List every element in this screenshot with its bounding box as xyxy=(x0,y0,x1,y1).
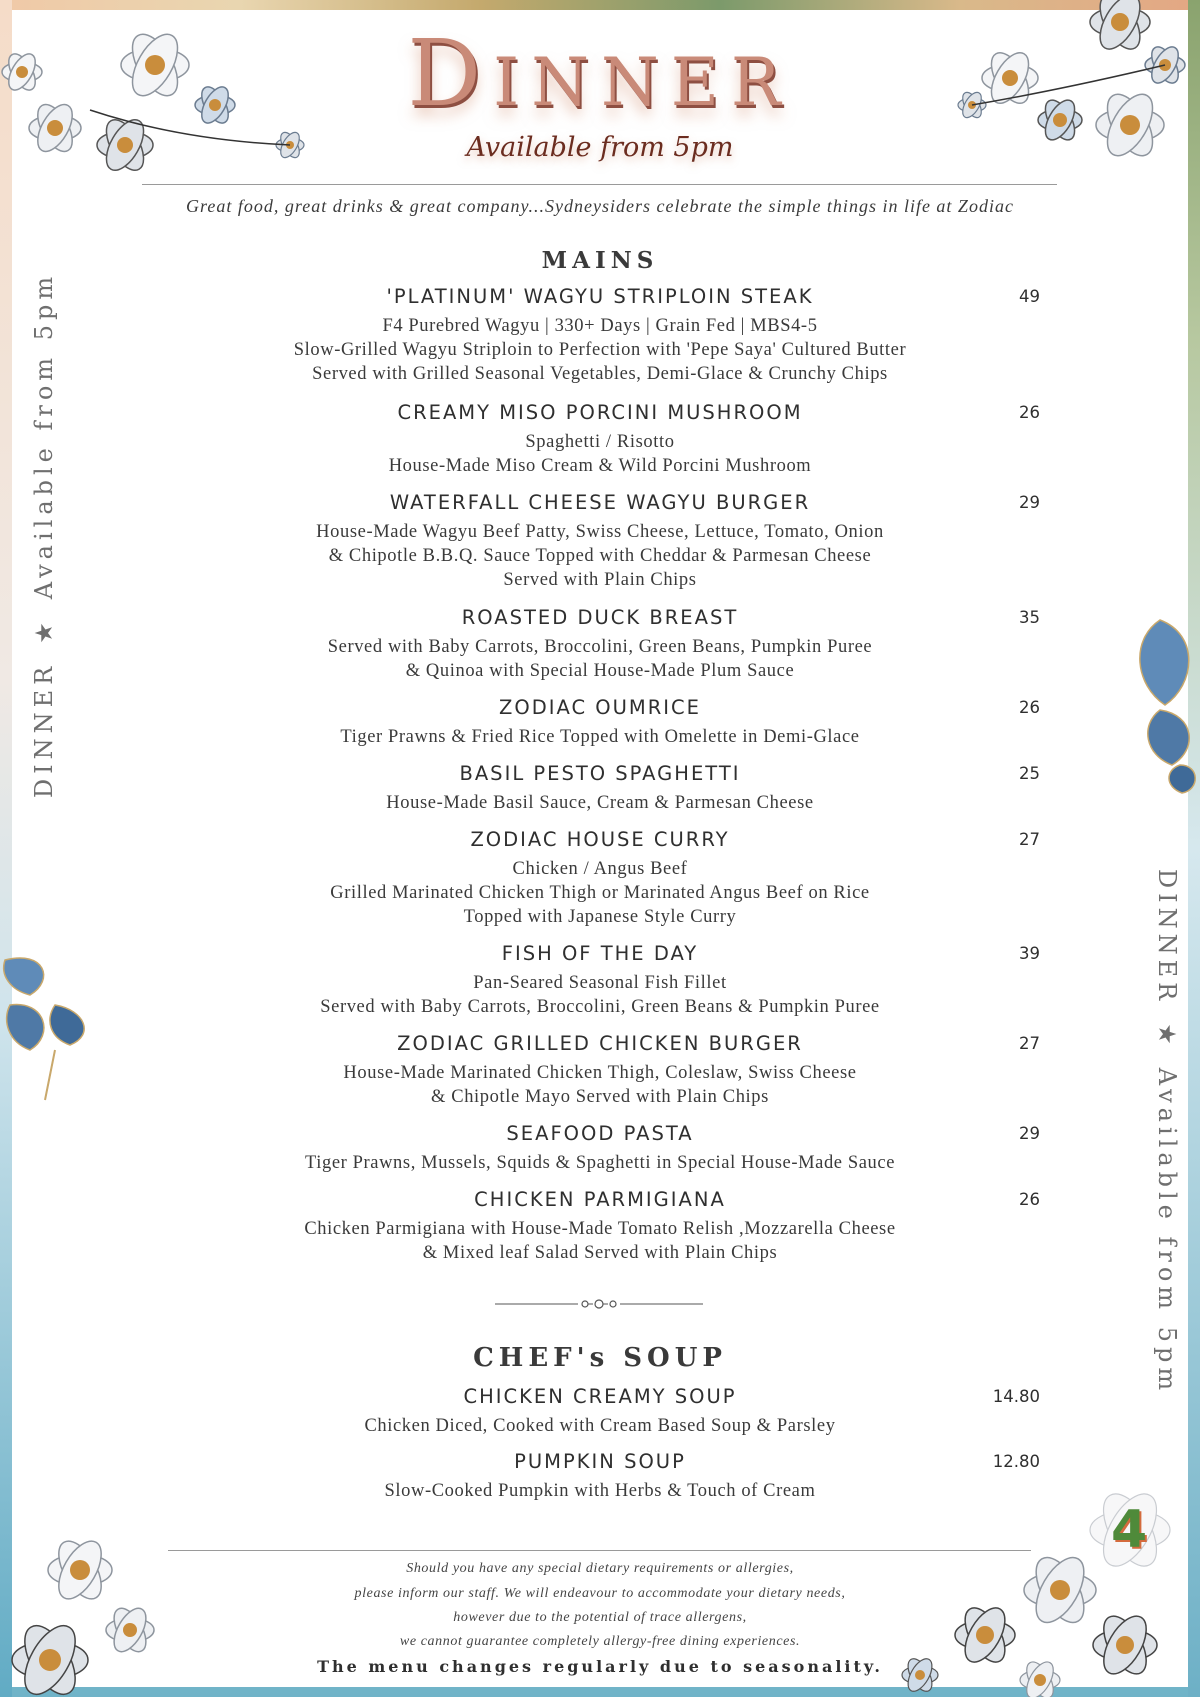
item-description: Served with Baby Carrots, Broccolini, Green Beans, Pumpkin Puree & Quinoa with Special House-Made Plum Sauce xyxy=(327,637,873,681)
menu-item xyxy=(250,761,950,815)
header-rule xyxy=(142,184,1057,185)
item-name: WATERFALL CHEESE WAGYU BURGER xyxy=(389,491,811,514)
item-description: Chicken Diced, Cooked with Cream Based Soup & Parsley xyxy=(364,1416,836,1436)
menu-item xyxy=(250,490,950,592)
item-price: 29 xyxy=(1019,493,1040,512)
title-initial: D xyxy=(407,20,494,127)
star-icon: ★ xyxy=(1153,1023,1181,1050)
item-price: 27 xyxy=(1019,830,1040,849)
item-description: Chicken / Angus Beef Grilled Marinated Chicken Thigh or Marinated Angus Beef on Rice Topped with Japanese Style Curry xyxy=(330,859,870,927)
menu-item xyxy=(250,1031,950,1109)
item-name: BASIL PESTO SPAGHETTI xyxy=(459,762,741,785)
footer-rule xyxy=(168,1550,1031,1551)
seasonality-notice: The menu changes regularly due to seasonality. xyxy=(317,1657,883,1676)
item-name: ZODIAC OUMRICE xyxy=(499,696,701,719)
dietary-note-line: we cannot guarantee completely allergy-free dining experiences. xyxy=(399,1634,801,1649)
item-name: FISH OF THE DAY xyxy=(501,942,699,965)
soup-section-title: CHEF's SOUP xyxy=(473,1343,727,1373)
item-price: 39 xyxy=(1019,944,1040,963)
menu-item xyxy=(250,695,950,749)
menu-item xyxy=(250,1449,950,1503)
item-name: ROASTED DUCK BREAST xyxy=(461,606,739,629)
blue-leaves-right-icon xyxy=(1120,615,1200,795)
menu-item xyxy=(250,605,950,683)
item-description: House-Made Marinated Chicken Thigh, Coleslaw, Swiss Cheese & Chipotle Mayo Served with Plain Chips xyxy=(343,1063,857,1107)
item-name: 'PLATINUM' WAGYU STRIPLOIN STEAK xyxy=(386,285,814,308)
menu-item xyxy=(250,941,950,1019)
number-four-badge: 4 xyxy=(1111,1500,1148,1560)
item-price: 35 xyxy=(1019,608,1040,627)
item-description: Tiger Prawns & Fried Rice Topped with Omelette in Demi-Glace xyxy=(340,727,860,747)
item-price: 26 xyxy=(1019,1190,1040,1209)
side-label-right: DINNER★Available from 5pm xyxy=(1153,868,1181,1396)
item-description: House-Made Basil Sauce, Cream & Parmesan Cheese xyxy=(386,793,814,813)
item-description: Chicken Parmigiana with House-Made Tomato Relish ,Mozzarella Cheese & Mixed leaf Salad Served with Plain Chips xyxy=(304,1219,896,1263)
dietary-note-line: please inform our staff. We will endeavour to accommodate your dietary needs, xyxy=(354,1586,846,1601)
menu-item xyxy=(250,1121,950,1175)
blue-leaves-left-icon xyxy=(0,950,100,1110)
dietary-note-line: Should you have any special dietary requirements or allergies, xyxy=(406,1561,794,1576)
menu-item xyxy=(250,827,950,929)
item-name: CREAMY MISO PORCINI MUSHROOM xyxy=(397,401,803,424)
menu-item xyxy=(250,1384,950,1438)
item-description: F4 Purebred Wagyu | 330+ Days | Grain Fed | MBS4-5 Slow-Grilled Wagyu Striploin to Perfection with 'Pepe Saya' Cultured Butter Served with Grilled Seasonal Vegetables, Demi-Glace & Crunchy Chips xyxy=(293,316,907,384)
item-name: CHICKEN CREAMY SOUP xyxy=(463,1385,737,1408)
item-description: Slow-Cooked Pumpkin with Herbs & Touch of Cream xyxy=(384,1481,816,1501)
item-name: ZODIAC HOUSE CURRY xyxy=(470,828,730,851)
item-price: 25 xyxy=(1019,764,1040,783)
item-description: Pan-Seared Seasonal Fish Fillet Served with Baby Carrots, Broccolini, Green Beans & Pumpkin Puree xyxy=(320,973,880,1017)
item-description: Spaghetti / Risotto House-Made Miso Cream & Wild Porcini Mushroom xyxy=(388,432,812,476)
page-subtitle: Available from 5pm xyxy=(466,132,734,163)
dietary-note-line: however due to the potential of trace allergens, xyxy=(453,1610,747,1625)
item-description: Tiger Prawns, Mussels, Squids & Spaghetti in Special House-Made Sauce xyxy=(304,1153,896,1173)
item-price: 14.80 xyxy=(992,1387,1040,1406)
item-name: PUMPKIN SOUP xyxy=(514,1450,686,1473)
side-label-left: DINNER★Available from 5pm xyxy=(30,271,58,799)
item-description: House-Made Wagyu Beef Patty, Swiss Cheese, Lettuce, Tomato, Onion & Chipotle B.B.Q. Sauce Topped with Cheddar & Parmesan Cheese Served with Plain Chips xyxy=(316,522,884,590)
menu-item xyxy=(250,1187,950,1265)
item-price: 26 xyxy=(1019,403,1040,422)
item-price: 12.80 xyxy=(992,1452,1040,1471)
menu-item xyxy=(250,400,950,478)
item-name: CHICKEN PARMIGIANA xyxy=(474,1188,726,1211)
tagline: Great food, great drinks & great company...Sydneysiders celebrate the simple things in life at Zodiac xyxy=(186,196,1014,216)
menu-item xyxy=(250,284,950,386)
page-title xyxy=(0,20,1200,127)
mains-section-title: MAINS xyxy=(541,247,659,274)
item-price: 29 xyxy=(1019,1124,1040,1143)
ornamental-divider-icon xyxy=(493,1297,705,1311)
star-icon: ★ xyxy=(30,617,58,644)
title-rest: INNER xyxy=(493,44,793,121)
item-price: 49 xyxy=(1019,287,1040,306)
item-price: 27 xyxy=(1019,1034,1040,1053)
item-price: 26 xyxy=(1019,698,1040,717)
item-name: SEAFOOD PASTA xyxy=(506,1122,694,1145)
item-name: ZODIAC GRILLED CHICKEN BURGER xyxy=(397,1032,803,1055)
